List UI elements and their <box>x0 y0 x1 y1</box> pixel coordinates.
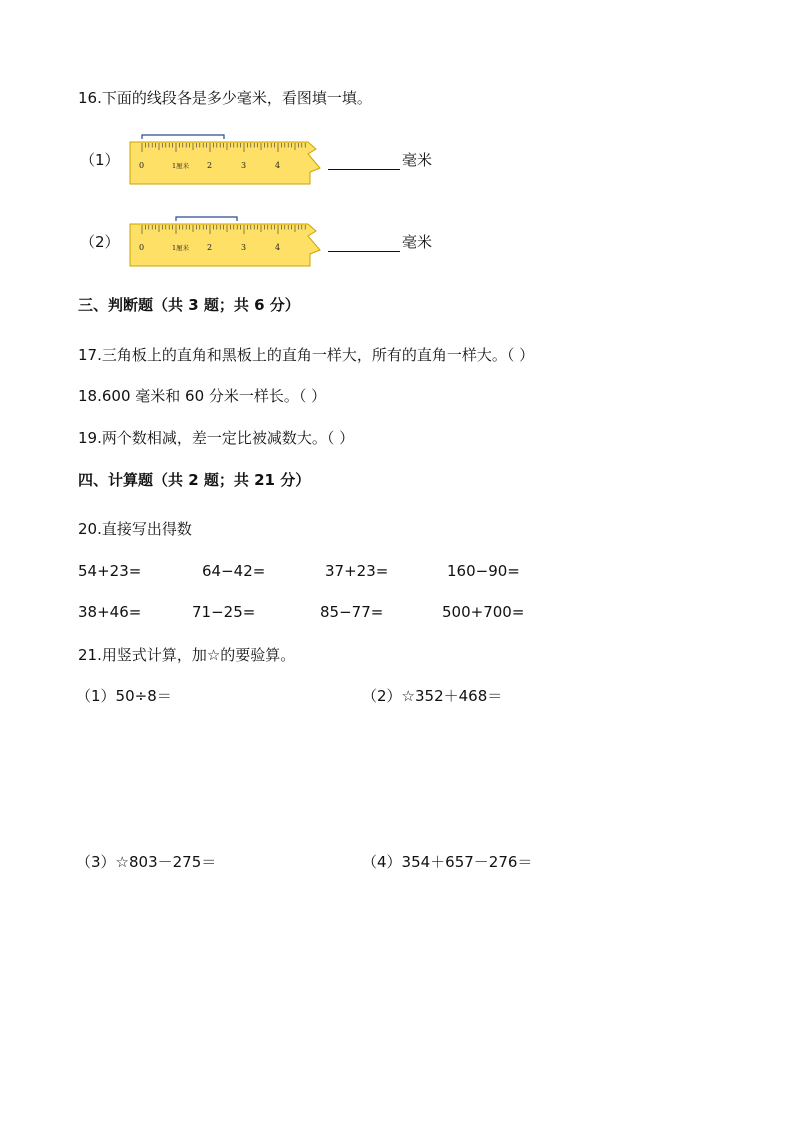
ruler-1 <box>128 132 324 186</box>
q16-item2-answer[interactable] <box>328 232 432 252</box>
calc-expression: 71−25= <box>192 603 256 621</box>
calc-expression: 64−42= <box>202 562 266 580</box>
calc-expression: 54+23= <box>78 562 142 580</box>
q17: 17.三角板上的直角和黑板上的直角一样大，所有的直角一样大。（ ） <box>78 346 535 364</box>
calc-expression: 85−77= <box>320 603 384 621</box>
ruler-1-body <box>130 142 320 184</box>
ruler-1-svg <box>128 132 324 186</box>
ruler-tick-label: 1厘米 <box>172 244 190 252</box>
unit-label: 毫米 <box>402 233 433 251</box>
answer-blank-1[interactable] <box>328 155 400 170</box>
q16-title: 16.下面的线段各是多少毫米，看图填一填。 <box>78 89 372 107</box>
q21-item4: （4）354＋657－276＝ <box>362 853 533 871</box>
ruler-tick-label: 4 <box>275 243 281 252</box>
q21-item1: （1）50÷8＝ <box>76 687 172 705</box>
ruler-tick-label: 0 <box>139 161 145 170</box>
ruler-2-body <box>130 224 320 266</box>
answer-blank-2[interactable] <box>328 237 400 252</box>
q16-item1-label: （1） <box>80 151 120 169</box>
measured-segment-2 <box>176 217 237 221</box>
q21-item3: （3）☆803－275＝ <box>76 853 217 871</box>
q16-item1-answer[interactable] <box>328 150 432 170</box>
ruler-tick-label: 2 <box>207 243 213 252</box>
section4-heading: 四、计算题（共 2 题；共 21 分） <box>78 471 311 489</box>
ruler-tick-label: 2 <box>207 161 213 170</box>
section3-heading: 三、判断题（共 3 题；共 6 分） <box>78 296 300 314</box>
q21-title: 21.用竖式计算，加☆的要验算。 <box>78 646 296 664</box>
calc-expression: 38+46= <box>78 603 142 621</box>
q21-item2: （2）☆352＋468＝ <box>362 687 503 705</box>
ruler-tick-label: 4 <box>275 161 281 170</box>
ruler-tick-label: 3 <box>241 161 247 170</box>
ruler-2-svg <box>128 214 324 268</box>
q16-item2-label: （2） <box>80 233 120 251</box>
calc-expression: 160−90= <box>447 562 520 580</box>
calc-expression: 37+23= <box>325 562 389 580</box>
measured-segment-1 <box>142 135 224 139</box>
q18: 18.600 毫米和 60 分米一样长。（ ） <box>78 387 327 405</box>
ruler-tick-label: 3 <box>241 243 247 252</box>
ruler-tick-label: 1厘米 <box>172 162 190 170</box>
ruler-2 <box>128 214 324 268</box>
ruler-tick-label: 0 <box>139 243 145 252</box>
calc-expression: 500+700= <box>442 603 525 621</box>
unit-label: 毫米 <box>402 151 433 169</box>
q20-title: 20.直接写出得数 <box>78 520 192 538</box>
q19: 19.两个数相减，差一定比被减数大。（ ） <box>78 429 355 447</box>
